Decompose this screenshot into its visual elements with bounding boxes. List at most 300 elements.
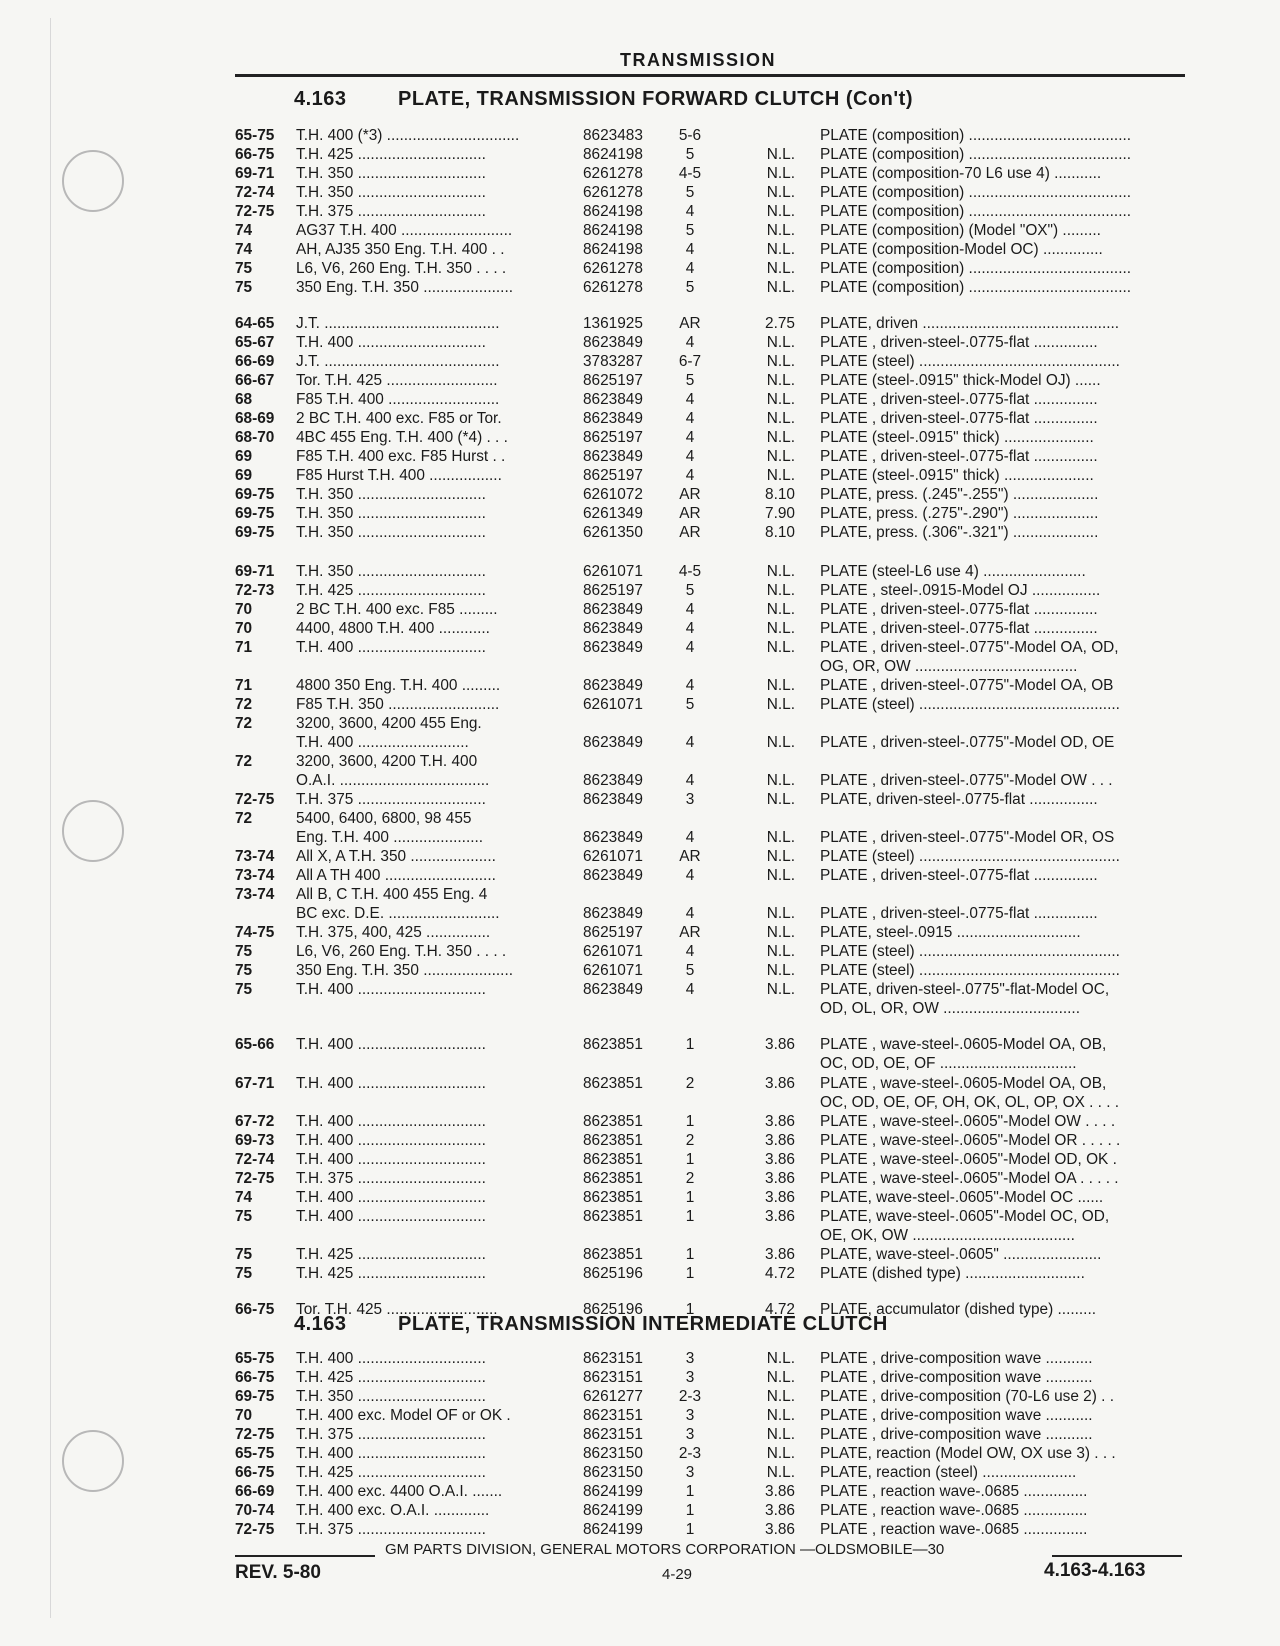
description-cell: PLATE , reaction wave-.0685 ............... (820, 1502, 1088, 1519)
application-cell: J.T. ......................................... (296, 315, 500, 332)
description-cell: PLATE , wave-steel-.0605"-Model OW . . . . (820, 1113, 1116, 1130)
quantity-cell: 1 (685, 1151, 695, 1168)
year-cell: 72-73 (235, 582, 275, 599)
section-number: 4.163 (294, 88, 347, 110)
description-cell: PLATE (steel) ............................................... (820, 848, 1120, 865)
table-row (0, 1169, 1280, 1188)
part-number-cell: 8623849 (583, 410, 643, 427)
price-cell: N.L. (766, 334, 795, 351)
description-cell: PLATE (steel) ............................................... (820, 696, 1120, 713)
description-cell: PLATE , drive-composition (70-L6 use 2) . . (820, 1388, 1114, 1405)
footer-corporation: GM PARTS DIVISION, GENERAL MOTORS CORPORATION —OLDSMOBILE—30 (385, 1541, 945, 1558)
year-cell: 75 (235, 279, 253, 296)
part-number-cell: 8623849 (583, 981, 643, 998)
year-cell: 69-75 (235, 1388, 275, 1405)
description-cell: PLATE , driven-steel-.0775-flat ............... (820, 448, 1098, 465)
application-cell: 3200, 3600, 4200 455 Eng. (296, 715, 482, 732)
year-cell: 72-75 (235, 1170, 275, 1187)
quantity-cell: AR (679, 524, 701, 541)
table-row (0, 447, 1280, 466)
table-row (0, 619, 1280, 638)
part-number-cell: 8623851 (583, 1189, 643, 1206)
description-cell: PLATE , drive-composition wave ........... (820, 1407, 1093, 1424)
application-cell: T.H. 425 .............................. (296, 1265, 486, 1282)
application-cell: T.H. 400 .............................. (296, 1132, 486, 1149)
application-cell: All X, A T.H. 350 .................... (296, 848, 496, 865)
year-cell: 64-65 (235, 315, 275, 332)
description-cell: OE, OK, OW ...................................... (820, 1227, 1075, 1244)
description-cell: PLATE (composition) ...................................... (820, 127, 1132, 144)
table-row (0, 126, 1280, 145)
quantity-cell: 4 (685, 943, 695, 960)
application-cell: T.H. 375, 400, 425 ............... (296, 924, 491, 941)
part-number-cell: 8623151 (583, 1407, 643, 1424)
price-cell: 3.86 (765, 1151, 795, 1168)
application-cell: All B, C T.H. 400 455 Eng. 4 (296, 886, 488, 903)
description-cell: PLATE, wave-steel-.0605"-Model OC ...... (820, 1189, 1104, 1206)
description-cell: PLATE (steel-.0915" thick-Model OJ) ...... (820, 372, 1101, 389)
price-cell: N.L. (766, 429, 795, 446)
table-row (0, 923, 1280, 942)
price-cell: N.L. (766, 867, 795, 884)
year-cell: 70 (235, 601, 253, 618)
application-cell: T.H. 375 .............................. (296, 791, 486, 808)
quantity-cell: 3 (685, 1369, 695, 1386)
quantity-cell: 1 (685, 1265, 695, 1282)
year-cell: 75 (235, 981, 253, 998)
part-number-cell: 8623849 (583, 867, 643, 884)
table-row (0, 314, 1280, 333)
part-number-cell: 6261071 (583, 696, 643, 713)
application-cell: 2 BC T.H. 400 exc. F85 ......... (296, 601, 498, 618)
description-cell: PLATE, reaction (Model OW, OX use 3) . . . (820, 1445, 1116, 1462)
table-row (0, 1444, 1280, 1463)
table-row (0, 1245, 1280, 1264)
part-number-cell: 8623849 (583, 620, 643, 637)
price-cell: 3.86 (765, 1170, 795, 1187)
quantity-cell: 3 (685, 791, 695, 808)
year-cell: 69-71 (235, 563, 275, 580)
application-cell: AG37 T.H. 400 .......................... (296, 222, 513, 239)
part-number-cell: 8623849 (583, 334, 643, 351)
quantity-cell: 5-6 (678, 127, 702, 144)
description-cell: PLATE , driven-steel-.0775"-Model OW . . . (820, 772, 1113, 789)
description-cell: PLATE , drive-composition wave ........... (820, 1369, 1093, 1386)
application-cell: J.T. ......................................... (296, 353, 500, 370)
header-divider (235, 74, 1185, 77)
part-number-cell: 8624198 (583, 241, 643, 258)
year-cell: 69 (235, 467, 253, 484)
year-cell: 67-71 (235, 1075, 275, 1092)
price-cell: N.L. (766, 772, 795, 789)
table-row (0, 485, 1280, 504)
price-cell: N.L. (766, 981, 795, 998)
quantity-cell: 3 (685, 1464, 695, 1481)
table-row (0, 1349, 1280, 1368)
application-cell: T.H. 400 .............................. (296, 1113, 486, 1130)
table-row (0, 1226, 1280, 1245)
table-row (0, 714, 1280, 733)
application-cell: T.H. 375 .............................. (296, 1170, 486, 1187)
description-cell: PLATE , wave-steel-.0605-Model OA, OB, (820, 1075, 1107, 1092)
table-row (0, 904, 1280, 923)
description-cell: PLATE, reaction (steel) ...................... (820, 1464, 1077, 1481)
table-row (0, 504, 1280, 523)
application-cell: F85 T.H. 400 exc. F85 Hurst . . (296, 448, 506, 465)
application-cell: T.H. 425 .............................. (296, 146, 486, 163)
year-cell: 73-74 (235, 848, 275, 865)
quantity-cell: 1 (685, 1502, 695, 1519)
quantity-cell: AR (679, 924, 701, 941)
year-cell: 69-75 (235, 486, 275, 503)
year-cell: 66-69 (235, 1483, 275, 1500)
quantity-cell: 4 (685, 620, 695, 637)
quantity-cell: 1 (685, 1036, 695, 1053)
price-cell: 3.86 (765, 1113, 795, 1130)
description-cell: PLATE , driven-steel-.0775-flat ............... (820, 334, 1098, 351)
quantity-cell: 4 (685, 639, 695, 656)
year-cell: 72-75 (235, 791, 275, 808)
application-cell: T.H. 350 .............................. (296, 524, 486, 541)
quantity-cell: 4 (685, 410, 695, 427)
quantity-cell: 1 (685, 1521, 695, 1538)
quantity-cell: 4-5 (678, 165, 702, 182)
quantity-cell: 4 (685, 772, 695, 789)
year-cell: 68-69 (235, 410, 275, 427)
part-number-cell: 6261278 (583, 279, 643, 296)
part-number-cell: 8625197 (583, 372, 643, 389)
application-cell: T.H. 400 exc. Model OF or OK . (296, 1407, 511, 1424)
quantity-cell: 1 (685, 1113, 695, 1130)
application-cell: L6, V6, 260 Eng. T.H. 350 . . . . (296, 943, 507, 960)
price-cell: N.L. (766, 467, 795, 484)
part-number-cell: 8623849 (583, 601, 643, 618)
part-number-cell: 8623483 (583, 127, 643, 144)
application-cell: T.H. 400 exc. 4400 O.A.I. ....... (296, 1483, 503, 1500)
description-cell: PLATE (steel-L6 use 4) ........................ (820, 563, 1086, 580)
price-cell: N.L. (766, 222, 795, 239)
description-cell: PLATE (composition-70 L6 use 4) ........... (820, 165, 1102, 182)
year-cell: 65-75 (235, 1350, 275, 1367)
table-row (0, 183, 1280, 202)
quantity-cell: 5 (685, 582, 695, 599)
price-cell: N.L. (766, 848, 795, 865)
price-cell: 4.72 (765, 1265, 795, 1282)
price-cell: 7.90 (765, 505, 795, 522)
table-row (0, 1207, 1280, 1226)
quantity-cell: 4 (685, 905, 695, 922)
quantity-cell: 2-3 (678, 1388, 702, 1405)
part-number-cell: 6261278 (583, 184, 643, 201)
description-cell: PLATE (steel-.0915" thick) ..................... (820, 467, 1094, 484)
year-cell: 73-74 (235, 886, 275, 903)
application-cell: T.H. 425 .............................. (296, 1246, 486, 1263)
price-cell: 3.86 (765, 1208, 795, 1225)
price-cell: 3.86 (765, 1483, 795, 1500)
price-cell: N.L. (766, 260, 795, 277)
application-cell: T.H. 350 .............................. (296, 1388, 486, 1405)
application-cell: T.H. 400 .............................. (296, 1189, 486, 1206)
description-cell: PLATE , wave-steel-.0605"-Model OD, OK . (820, 1151, 1117, 1168)
part-number-cell: 6261278 (583, 165, 643, 182)
description-cell: PLATE , driven-steel-.0775-flat ............... (820, 391, 1098, 408)
year-cell: 75 (235, 962, 253, 979)
description-cell: PLATE , driven-steel-.0775-flat ............... (820, 601, 1098, 618)
description-cell: PLATE (composition) ...................................... (820, 146, 1132, 163)
price-cell: 4.72 (765, 1301, 795, 1318)
quantity-cell: 5 (685, 696, 695, 713)
price-cell: N.L. (766, 639, 795, 656)
quantity-cell: 1 (685, 1483, 695, 1500)
price-cell: N.L. (766, 620, 795, 637)
part-number-cell: 8623150 (583, 1445, 643, 1462)
quantity-cell: AR (679, 505, 701, 522)
price-cell: N.L. (766, 905, 795, 922)
quantity-cell: 4 (685, 829, 695, 846)
description-cell: PLATE , driven-steel-.0775"-Model OA, OB (820, 677, 1114, 694)
price-cell: 8.10 (765, 486, 795, 503)
table-row (0, 961, 1280, 980)
application-cell: T.H. 400 .............................. (296, 1350, 486, 1367)
year-cell: 68 (235, 391, 253, 408)
quantity-cell: 4 (685, 429, 695, 446)
price-cell: N.L. (766, 791, 795, 808)
year-cell: 72-75 (235, 1521, 275, 1538)
description-cell: OC, OD, OE, OF, OH, OK, OL, OP, OX . . . . (820, 1094, 1120, 1111)
application-cell: O.A.I. ................................... (296, 772, 490, 789)
quantity-cell: 5 (685, 184, 695, 201)
part-number-cell: 8623849 (583, 905, 643, 922)
section-name: PLATE, TRANSMISSION FORWARD CLUTCH (Con't) (398, 88, 913, 110)
part-number-cell: 8623849 (583, 734, 643, 751)
part-number-cell: 6261350 (583, 524, 643, 541)
price-cell: 2.75 (765, 315, 795, 332)
price-cell: N.L. (766, 696, 795, 713)
year-cell: 69-71 (235, 165, 275, 182)
part-number-cell: 8623851 (583, 1132, 643, 1149)
year-cell: 75 (235, 1265, 253, 1282)
description-cell: PLATE (composition) ...................................... (820, 203, 1132, 220)
application-cell: T.H. 425 .............................. (296, 1464, 486, 1481)
description-cell: PLATE (composition) ...................................... (820, 184, 1132, 201)
section-number: 4.163 (294, 1313, 347, 1335)
year-cell: 72-74 (235, 184, 275, 201)
description-cell: PLATE , driven-steel-.0775"-Model OA, OD, (820, 639, 1119, 656)
price-cell: N.L. (766, 943, 795, 960)
table-row (0, 1150, 1280, 1169)
footer-rule-left (235, 1555, 375, 1557)
quantity-cell: 3 (685, 1426, 695, 1443)
year-cell: 73-74 (235, 867, 275, 884)
application-cell: T.H. 350 .............................. (296, 486, 486, 503)
price-cell: N.L. (766, 1426, 795, 1443)
part-number-cell: 8623851 (583, 1151, 643, 1168)
part-number-cell: 8623849 (583, 772, 643, 789)
year-cell: 75 (235, 1208, 253, 1225)
part-number-cell: 8623849 (583, 677, 643, 694)
application-cell: 4BC 455 Eng. T.H. 400 (*4) . . . (296, 429, 508, 446)
price-cell: 3.86 (765, 1502, 795, 1519)
table-row (0, 885, 1280, 904)
year-cell: 67-72 (235, 1113, 275, 1130)
year-cell: 75 (235, 943, 253, 960)
table-row (0, 164, 1280, 183)
year-cell: 72-74 (235, 1151, 275, 1168)
table-row (0, 1406, 1280, 1425)
application-cell: T.H. 350 .............................. (296, 505, 486, 522)
table-row (0, 657, 1280, 676)
description-cell: PLATE (composition) ...................................... (820, 279, 1132, 296)
price-cell: N.L. (766, 601, 795, 618)
application-cell: T.H. 400 .............................. (296, 981, 486, 998)
table-row (0, 1463, 1280, 1482)
quantity-cell: 5 (685, 962, 695, 979)
table-row (0, 1425, 1280, 1444)
table-row (0, 1264, 1280, 1283)
price-cell: 3.86 (765, 1189, 795, 1206)
part-number-cell: 6261349 (583, 505, 643, 522)
table-row (0, 1131, 1280, 1150)
price-cell: N.L. (766, 563, 795, 580)
quantity-cell: 1 (685, 1189, 695, 1206)
price-cell: 3.86 (765, 1075, 795, 1092)
description-cell: PLATE , drive-composition wave ........... (820, 1426, 1093, 1443)
year-cell: 71 (235, 639, 253, 656)
part-number-cell: 8625196 (583, 1301, 643, 1318)
application-cell: T.H. 400 .............................. (296, 1075, 486, 1092)
table-row (0, 733, 1280, 752)
price-cell: N.L. (766, 241, 795, 258)
part-number-cell: 8624198 (583, 146, 643, 163)
description-cell: PLATE , driven-steel-.0775-flat ............... (820, 905, 1098, 922)
part-number-cell: 8623849 (583, 448, 643, 465)
year-cell: 74 (235, 222, 253, 239)
year-cell: 72 (235, 696, 253, 713)
price-cell: 3.86 (765, 1521, 795, 1538)
quantity-cell: 2 (685, 1170, 695, 1187)
part-number-cell: 8623151 (583, 1350, 643, 1367)
quantity-cell: 2 (685, 1132, 695, 1149)
application-cell: T.H. 400 .............................. (296, 1036, 486, 1053)
table-row (0, 695, 1280, 714)
table-row (0, 638, 1280, 657)
application-cell: L6, V6, 260 Eng. T.H. 350 . . . . (296, 260, 507, 277)
table-row (0, 790, 1280, 809)
application-cell: 4800 350 Eng. T.H. 400 ......... (296, 677, 501, 694)
application-cell: 3200, 3600, 4200 T.H. 400 (296, 753, 478, 770)
table-row (0, 259, 1280, 278)
price-cell: 3.86 (765, 1132, 795, 1149)
year-cell: 70 (235, 1407, 253, 1424)
part-number-cell: 8624199 (583, 1483, 643, 1500)
part-number-cell: 8624198 (583, 203, 643, 220)
table-row (0, 1074, 1280, 1093)
table-row (0, 221, 1280, 240)
quantity-cell: 4 (685, 677, 695, 694)
description-cell: PLATE, driven .............................................. (820, 315, 1120, 332)
price-cell: N.L. (766, 734, 795, 751)
price-cell: N.L. (766, 279, 795, 296)
section-title-forward-clutch (294, 88, 913, 111)
price-cell: N.L. (766, 353, 795, 370)
year-cell: 69 (235, 448, 253, 465)
year-cell: 65-66 (235, 1036, 275, 1053)
description-cell: PLATE , wave-steel-.0605-Model OA, OB, (820, 1036, 1107, 1053)
application-cell: T.H. 375 .............................. (296, 1521, 486, 1538)
part-number-cell: 8625197 (583, 582, 643, 599)
description-cell: PLATE (steel) ............................................... (820, 353, 1120, 370)
part-number-cell: 8623849 (583, 791, 643, 808)
part-number-cell: 6261278 (583, 260, 643, 277)
year-cell: 75 (235, 260, 253, 277)
year-cell: 74 (235, 241, 253, 258)
table-row (0, 999, 1280, 1018)
table-row (0, 1501, 1280, 1520)
year-cell: 69-75 (235, 524, 275, 541)
application-cell: All A TH 400 .......................... (296, 867, 496, 884)
description-cell: PLATE (steel) ............................................... (820, 943, 1120, 960)
year-cell: 65-75 (235, 127, 275, 144)
year-cell: 66-75 (235, 1369, 275, 1386)
table-row (0, 428, 1280, 447)
table-row (0, 847, 1280, 866)
application-cell: T.H. 375 .............................. (296, 203, 486, 220)
page-header-title: TRANSMISSION (620, 50, 777, 70)
table-row (0, 1387, 1280, 1406)
part-number-cell: 6261071 (583, 943, 643, 960)
application-cell: T.H. 400 .............................. (296, 639, 486, 656)
description-cell: PLATE , steel-.0915-Model OJ ................ (820, 582, 1101, 599)
year-cell: 68-70 (235, 429, 275, 446)
quantity-cell: 4-5 (678, 563, 702, 580)
description-cell: OC, OD, OE, OF ................................ (820, 1055, 1077, 1072)
application-cell: T.H. 350 .............................. (296, 184, 486, 201)
part-number-cell: 6261277 (583, 1388, 643, 1405)
part-number-cell: 1361925 (583, 315, 643, 332)
table-row (0, 1112, 1280, 1131)
description-cell: PLATE, press. (.245"-.255") .................... (820, 486, 1099, 503)
application-cell: 350 Eng. T.H. 350 ..................... (296, 279, 514, 296)
footer-group-range: 4.163-4.163 (1044, 1560, 1146, 1581)
price-cell: N.L. (766, 410, 795, 427)
year-cell: 72 (235, 715, 253, 732)
application-cell: T.H. 425 .............................. (296, 582, 486, 599)
quantity-cell: 2 (685, 1075, 695, 1092)
application-cell: Eng. T.H. 400 ..................... (296, 829, 484, 846)
table-row (0, 523, 1280, 542)
price-cell: 8.10 (765, 524, 795, 541)
quantity-cell: 4 (685, 981, 695, 998)
part-number-cell: 8624198 (583, 222, 643, 239)
year-cell: 70-74 (235, 1502, 275, 1519)
table-row (0, 278, 1280, 297)
application-cell: Tor. T.H. 425 .......................... (296, 1301, 498, 1318)
price-cell: N.L. (766, 1388, 795, 1405)
quantity-cell: AR (679, 315, 701, 332)
part-number-cell: 8623150 (583, 1464, 643, 1481)
year-cell: 74-75 (235, 924, 275, 941)
application-cell: 2 BC T.H. 400 exc. F85 or Tor. (296, 410, 502, 427)
application-cell: 5400, 6400, 6800, 98 455 (296, 810, 472, 827)
description-cell: PLATE (composition) (Model "OX") ......... (820, 222, 1101, 239)
price-cell: 3.86 (765, 1246, 795, 1263)
price-cell: N.L. (766, 391, 795, 408)
table-row (0, 771, 1280, 790)
price-cell: N.L. (766, 829, 795, 846)
part-number-cell: 8623851 (583, 1036, 643, 1053)
table-row (0, 980, 1280, 999)
table-row (0, 1188, 1280, 1207)
